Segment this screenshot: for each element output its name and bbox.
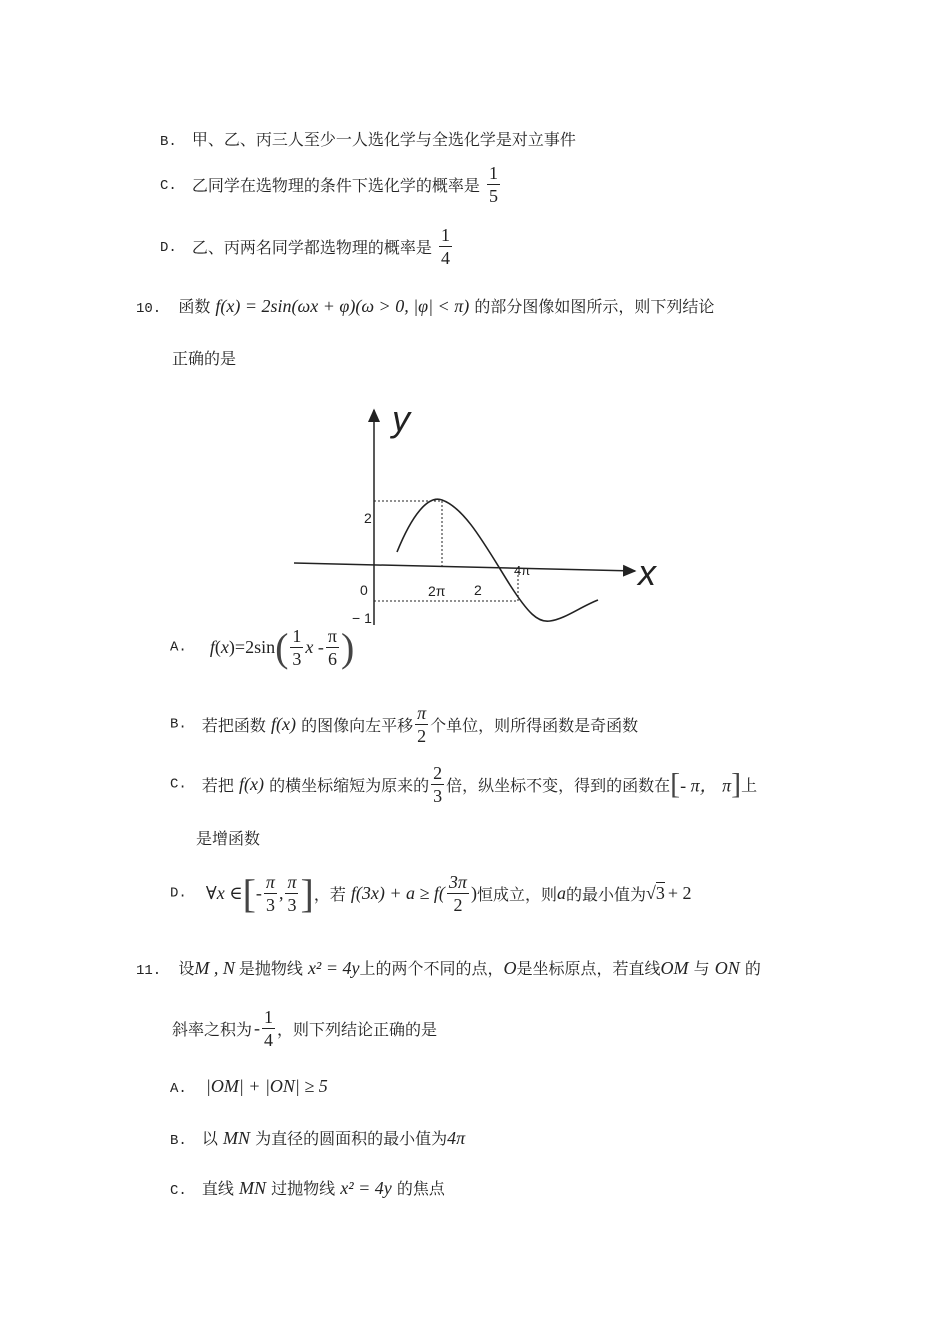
- option-text: 的最小值为: [565, 885, 646, 904]
- option-text: 过抛物线: [271, 1179, 336, 1198]
- close-paren: ): [470, 883, 477, 903]
- tick-label-neg1: − 1: [352, 610, 372, 626]
- q9-option-c: [160, 162, 502, 207]
- option-text: 直线: [201, 1179, 234, 1198]
- func-name: f: [209, 637, 215, 657]
- q9-option-b: [160, 127, 576, 150]
- option-text: 倍，纵坐标不变，得到的函数在: [446, 776, 671, 795]
- stem-text: 上的两个不同的点，: [359, 959, 504, 978]
- option-label: B.: [170, 1133, 187, 1149]
- points-mn: M , N: [194, 958, 235, 978]
- fraction: $\frac{\pi}{3}$: [265, 872, 275, 915]
- fraction: $\frac{3\pi}{2}$: [448, 872, 467, 915]
- q11-option-c: [170, 1176, 445, 1199]
- option-text: 以: [201, 1129, 218, 1148]
- option-text: 甲、乙、丙三人至少一人选化学与全选化学是对立事件: [191, 130, 576, 149]
- fraction: $\frac{1}{3}$: [292, 626, 302, 669]
- sqrt-arg: 3: [655, 883, 665, 903]
- option-label: C.: [170, 1183, 187, 1199]
- q10-option-c-line2: 是增函数: [196, 829, 261, 848]
- parabola-expr: x² = 4y: [340, 1178, 392, 1198]
- q11-stem: [136, 956, 761, 979]
- option-text: 恒成立，则: [476, 885, 557, 904]
- plus-two: + 2: [667, 883, 692, 903]
- option-text: 上: [741, 776, 758, 795]
- option-text: 为直径的圆面积的最小值为: [255, 1129, 448, 1148]
- line-mn: MN: [239, 1178, 267, 1198]
- line-om: OM: [660, 958, 689, 978]
- option-label: B.: [160, 134, 177, 150]
- option-text: ，若: [313, 885, 346, 904]
- fx: f(x): [239, 774, 264, 794]
- forall-expr: ∀x ∈: [205, 883, 243, 903]
- sine-curve: [397, 499, 598, 621]
- option-label: A.: [170, 639, 187, 656]
- option-label: B.: [170, 716, 187, 733]
- inequality-expr: f(3x) + a ≥ f(: [350, 883, 445, 903]
- stem-text: 的: [744, 959, 761, 978]
- q10-option-b: [170, 702, 638, 747]
- fraction: $\frac{1}{5}$: [489, 163, 499, 206]
- line-on: ON: [714, 958, 740, 978]
- var-a: a: [556, 883, 566, 903]
- option-text: 的横坐标缩短为原来的: [269, 776, 430, 795]
- question-number: 10.: [136, 301, 162, 317]
- q10-stem-line2: 正确的是: [172, 349, 237, 368]
- function-formula: f(x) = 2sin(ωx + φ)(ω > 0, |φ| < π): [215, 296, 470, 316]
- q11-option-b: [170, 1126, 465, 1149]
- x-axis: [294, 563, 635, 571]
- option-text: 的图像向左平移: [301, 716, 414, 735]
- option-label: C.: [160, 178, 177, 194]
- option-text: 的焦点: [396, 1179, 445, 1198]
- option-text: 乙同学在选物理的条件下选化学的概率是: [191, 176, 480, 195]
- func-var: x: [220, 637, 229, 657]
- minus-sign: -: [254, 1018, 261, 1038]
- q11-stem-line2: [172, 1006, 437, 1051]
- origin-o: O: [503, 958, 517, 978]
- fraction: $\frac{1}{4}$: [264, 1007, 274, 1050]
- option-expr: |OM| + |ON| ≥ 5: [205, 1076, 328, 1096]
- option-label: D.: [160, 240, 177, 256]
- stem-text: 设: [178, 959, 195, 978]
- option-text: 个单位，则所得函数是奇函数: [430, 716, 639, 735]
- stem-text: 是抛物线: [238, 959, 303, 978]
- fx: f(x): [271, 714, 296, 734]
- stem-text: ，则下列结论正确的是: [277, 1020, 438, 1039]
- segment-mn: MN: [223, 1128, 251, 1148]
- q11-option-a: [170, 1076, 328, 1097]
- question-number: 11.: [136, 963, 162, 979]
- tick-label-2-y: 2: [364, 510, 372, 526]
- minus-sign: -: [255, 883, 262, 903]
- equals-2sin: =2sin: [234, 637, 276, 657]
- tick-label-4pi: 4π: [514, 563, 531, 578]
- fraction: $\frac{\pi}{6}$: [327, 626, 337, 669]
- option-label: A.: [170, 1081, 187, 1097]
- stem-text: 斜率之积为: [172, 1020, 253, 1039]
- stem-text: 与: [693, 959, 710, 978]
- value-4pi: 4π: [447, 1128, 466, 1148]
- q9-option-d: [160, 224, 454, 269]
- q10-option-a: A. f(x)=2sin( $\frac{1}{3}$ x - $\frac{\pi}{6}$ ): [170, 625, 355, 670]
- stem-text: 是坐标原点，若直线: [516, 959, 661, 978]
- tick-label-2pi: 2π: [428, 583, 446, 599]
- x-axis-label: x: [638, 552, 656, 593]
- option-text: 若把: [201, 776, 234, 795]
- option-label: C.: [170, 776, 187, 793]
- comma: ,: [278, 883, 284, 903]
- option-label: D.: [170, 885, 187, 902]
- tick-label-0: 0: [360, 582, 368, 598]
- q10-option-c: C. 若把 f(x) 的横坐标缩短为原来的 $\frac{2}{3}$ 倍，纵坐标不变，得到的函数在[- π， π]上: [170, 763, 758, 806]
- stem-lead: 函数: [178, 297, 211, 316]
- y-axis-label: y: [392, 398, 410, 439]
- parabola-expr: x² = 4y: [307, 958, 360, 978]
- q10-stem: [136, 294, 714, 317]
- fraction: $\frac{1}{4}$: [441, 225, 451, 268]
- function-graph: [280, 395, 680, 635]
- expr-mid: x -: [305, 637, 324, 657]
- stem-trail: 的部分图像如图所示，则下列结论: [474, 297, 715, 316]
- fraction: $\frac{2}{3}$: [433, 763, 443, 806]
- fraction: $\frac{\pi}{2}$: [417, 703, 427, 746]
- q10-option-d: D. ∀x ∈[- $\frac{\pi}{3}$ , $\frac{\pi}{3}$ ]，若 f(3x) + a ≥ f( $\frac{3\pi}{2}$ )恒成立，则a的最小值为√3 + 2: [170, 871, 692, 916]
- fraction: $\frac{\pi}{3}$: [287, 872, 297, 915]
- option-text: 乙、丙两名同学都选物理的概率是: [191, 238, 432, 257]
- option-text: 若把函数: [201, 716, 266, 735]
- interval: - π， π: [680, 775, 732, 796]
- tick-label-2-x: 2: [474, 582, 482, 598]
